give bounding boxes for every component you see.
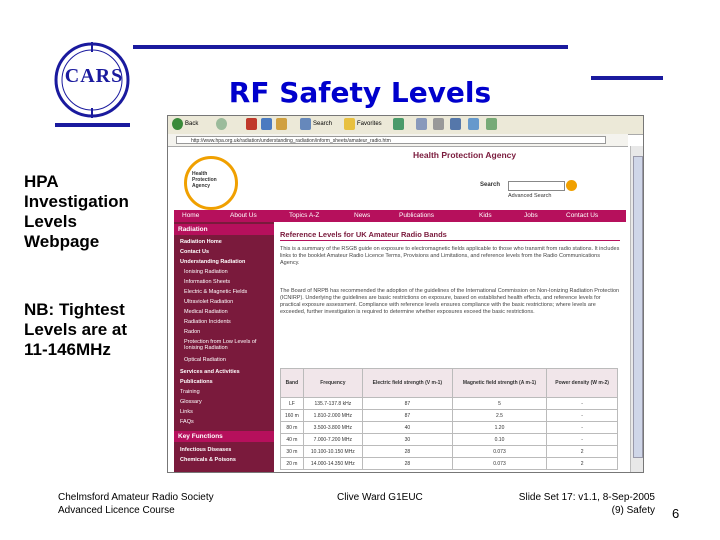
left-item[interactable]: Links [180, 409, 193, 415]
logo-text: CARS [64, 65, 124, 87]
left-item[interactable]: Publications [180, 379, 213, 385]
left-rule [55, 123, 130, 127]
under-title-rule [180, 110, 540, 112]
left-item[interactable]: Infectious Diseases [180, 447, 232, 453]
table-header-row [281, 369, 618, 398]
refresh-icon[interactable] [261, 118, 272, 130]
left-heading-key-functions: Key Functions [174, 431, 274, 442]
table-cell: 10.100-10.150 MHz [303, 446, 362, 458]
page-number: 6 [672, 506, 680, 521]
left-item[interactable]: Glossary [180, 399, 202, 405]
address-input[interactable]: http://www.hpa.org.uk/radiation/understanding_radiation/inform_sheets/amateur_radio.htm [176, 136, 606, 144]
table-cell: - [547, 410, 618, 422]
vertical-scrollbar[interactable] [630, 146, 643, 472]
table-cell: 20 m [281, 458, 304, 470]
left-item[interactable]: FAQs [180, 419, 194, 425]
nav-topics[interactable]: Topics A-Z [289, 212, 320, 219]
table-row [281, 434, 618, 446]
col-band: Band [281, 369, 304, 398]
site-nav [174, 210, 626, 222]
site-search-label: Search [480, 182, 501, 188]
back-icon[interactable] [172, 118, 183, 130]
page-heading: Reference Levels for UK Amateur Radio Bands [280, 230, 447, 239]
tools-icon[interactable] [486, 118, 497, 130]
col-magnetic: Magnetic field strength (A m-1) [452, 369, 546, 398]
back-button[interactable]: Back [185, 121, 199, 127]
table-row [281, 398, 618, 410]
nav-kids[interactable]: Kids [479, 212, 492, 219]
left-item[interactable]: Chemicals & Poisons [180, 457, 236, 463]
history-icon[interactable] [393, 118, 404, 130]
nav-contact[interactable]: Contact Us [566, 212, 599, 219]
nav-publications[interactable]: Publications [399, 212, 435, 219]
nav-home[interactable]: Home [182, 212, 200, 219]
table-cell: 5 [452, 398, 546, 410]
table-cell: 0.073 [452, 458, 546, 470]
table-row [281, 458, 618, 470]
left-item[interactable]: Services and Activities [180, 369, 240, 375]
slide-title: RF Safety Levels [228, 76, 492, 109]
left-item[interactable]: Training [180, 389, 200, 395]
table-cell: LF [281, 398, 304, 410]
search-go-button[interactable] [566, 180, 577, 191]
left-heading-radiation: Radiation [174, 224, 274, 235]
search-icon[interactable] [300, 118, 311, 130]
left-menu [174, 222, 274, 472]
left-item[interactable]: Medical Radiation [184, 309, 228, 315]
left-item[interactable]: Contact Us [180, 249, 210, 255]
favorites-button[interactable]: Favorites [357, 121, 382, 127]
table-cell: 14.000-14.350 MHz [303, 458, 362, 470]
left-item[interactable]: Ultraviolet Radiation [184, 299, 234, 305]
table-cell: 7.000-7.200 MHz [303, 434, 362, 446]
paragraph-2: The Board of NRPB has recommended the adoption of the guidelines of the International Commission on Non-Ionizing Radiation Protection (ICNIRP). Underlying the guidelines are basic restrictions on exposure, based on established health effects, and reference levels for practical exposure assessment. Compliance with reference levels ensures compliance with the basic restrictions; where levels are exceeded, further investigation is required to determine whether exposures exceed the basic restrictions. [280, 288, 620, 315]
heading-divider [280, 240, 620, 241]
stop-icon[interactable] [246, 118, 257, 130]
side-text-nb: NB: Tightest Levels are at 11-146MHz [24, 300, 128, 359]
table-cell: 28 [362, 458, 452, 470]
address-bar [168, 134, 628, 147]
left-item[interactable]: Optical Radiation [184, 357, 226, 363]
scroll-thumb[interactable] [633, 156, 643, 458]
browser-toolbar [168, 116, 643, 135]
left-item[interactable]: Radon [184, 329, 201, 335]
table-cell: 160 m [281, 410, 304, 422]
left-item[interactable]: Radiation Incidents [184, 319, 231, 325]
print-icon[interactable] [433, 118, 444, 130]
forward-icon[interactable] [216, 118, 227, 130]
right-top-rule [591, 76, 663, 80]
table-cell: 0.073 [452, 446, 546, 458]
col-frequency: Frequency [303, 369, 362, 398]
site-search-input[interactable] [508, 181, 565, 191]
col-electric: Electric field strength (V m-1) [362, 369, 452, 398]
table-cell: - [547, 398, 618, 410]
table-row [281, 422, 618, 434]
table-cell: 87 [362, 410, 452, 422]
table-cell: 1.810-2.000 MHz [303, 410, 362, 422]
search-button[interactable]: Search [313, 121, 333, 127]
left-item[interactable]: Electric & Magnetic Fields [184, 289, 248, 295]
nav-about[interactable]: About Us [230, 212, 257, 219]
webpage-screenshot [167, 115, 644, 473]
left-item[interactable]: Understanding Radiation [180, 259, 246, 265]
favorites-icon[interactable] [344, 118, 355, 130]
table-row [281, 446, 618, 458]
table-row [281, 410, 618, 422]
side-text-hpa: HPA Investigation Levels Webpage [24, 172, 129, 251]
paragraph-1: This is a summary of the RSGB guide on exposure to electromagnetic fields applicable to those who transmit from radio stations. It includes links to the booklet Amateur Radio Licence Terms, Provisions and Limitations, and reference levels from the Radio Communications Agency. [280, 246, 620, 266]
hpa-logo-text: Health Protection Agency [192, 171, 217, 189]
table-cell: 30 [362, 434, 452, 446]
left-item[interactable]: Radiation Home [180, 239, 222, 245]
home-icon[interactable] [276, 118, 287, 130]
table-cell: 40 [362, 422, 452, 434]
table-cell: 80 m [281, 422, 304, 434]
table-cell: 0.10 [452, 434, 546, 446]
table-cell: 28 [362, 446, 452, 458]
table-cell: 1.20 [452, 422, 546, 434]
footer-left: Chelmsford Amateur Radio Society Advanced Licence Course [58, 492, 214, 516]
table-cell: - [547, 422, 618, 434]
table-cell: 40 m [281, 434, 304, 446]
table-cell: 135.7-137.8 kHz [303, 398, 362, 410]
table-cell: 2 [547, 446, 618, 458]
edit-icon[interactable] [450, 118, 461, 130]
reference-levels-table [280, 368, 618, 470]
table-cell: 30 m [281, 446, 304, 458]
agency-name: Health Protection Agency [413, 150, 517, 160]
table-cell: 2 [547, 458, 618, 470]
footer-center: Clive Ward G1EUC [337, 492, 423, 503]
table-cell: 3.500-3.800 MHz [303, 422, 362, 434]
left-item[interactable]: Ionising Radiation [184, 269, 228, 275]
left-item[interactable]: Protection from Low Levels of Ionising Radiation [184, 339, 257, 351]
messenger-icon[interactable] [468, 118, 479, 130]
nav-news[interactable]: News [354, 212, 371, 219]
mail-icon[interactable] [416, 118, 427, 130]
col-power: Power density (W m-2) [547, 369, 618, 398]
footer-right: Slide Set 17: v1.1, 8-Sep-2005 (9) Safety [518, 492, 655, 516]
left-item[interactable]: Information Sheets [184, 279, 231, 285]
top-rule [133, 45, 568, 49]
nav-jobs[interactable]: Jobs [524, 212, 538, 219]
advanced-search-link[interactable]: Advanced Search [508, 193, 552, 199]
table-cell: 2.5 [452, 410, 546, 422]
table-cell: - [547, 434, 618, 446]
table-cell: 87 [362, 398, 452, 410]
